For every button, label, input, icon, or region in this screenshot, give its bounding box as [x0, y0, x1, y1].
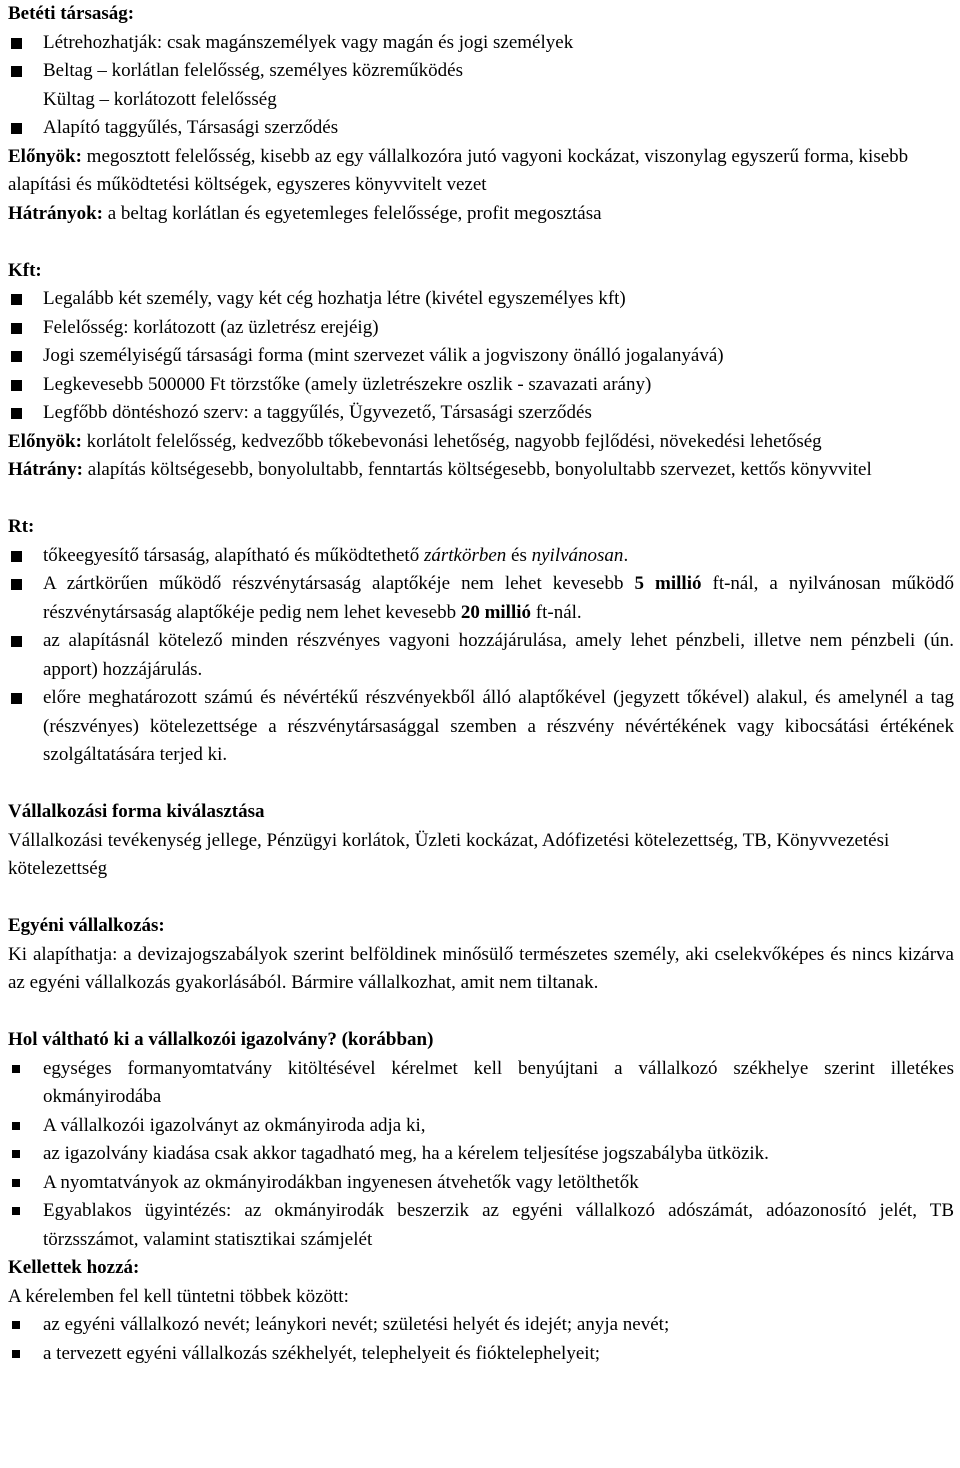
list-item: egységes formanyomtatvány kitöltésével kérelmet kell benyújtani a vállalkozó székhelye szerint illetékes okmányirodába [8, 1055, 954, 1112]
list-item: Beltag – korlátlan felelősség, személyes közreműködés [8, 57, 954, 86]
list-item: Legfőbb döntéshozó szerv: a taggyűlés, Ügyvezető, Társasági szerződés [8, 399, 954, 428]
kft-disadvantages: Hátrány: alapítás költségesebb, bonyolultabb, fenntartás költségesebb, bonyolultabb szervezet, kettős könyvvitel [8, 459, 872, 480]
small-square-bullet-icon [8, 1112, 43, 1141]
small-square-bullet-icon [8, 1340, 43, 1369]
list-item: Jogi személyiségű társasági forma (mint szervezet válik a jogviszony önálló jogalanyává) [8, 342, 954, 371]
square-bullet-icon [8, 570, 43, 627]
square-bullet-icon [8, 627, 43, 684]
vf-text: Vállalkozási tevékenység jellege, Pénzügyi korlátok, Üzleti kockázat, Adófizetési kötelezettség, TB, Könyvvezetési kötelezettség [8, 829, 890, 879]
square-bullet-icon [8, 285, 43, 314]
section-kh [8, 1254, 954, 1368]
square-bullet-icon [8, 371, 43, 400]
small-square-bullet-icon [8, 1311, 43, 1340]
small-square-bullet-icon [8, 1055, 43, 1112]
section-bt [8, 0, 954, 228]
ig-heading: Hol váltható ki a vállalkozói igazolvány? (korábban) [8, 1029, 434, 1050]
section-ig [8, 1026, 954, 1254]
list-item: az alapításnál kötelező minden részvényes vagyoni hozzájárulása, amely lehet pénzbeli, illetve nem pénzbeli (ún. apport) hozzájárulás. [8, 627, 954, 684]
list-item: tőkeegyesítő társaság, alapítható és működtethető zártkörben és nyilvánosan. [8, 542, 954, 571]
kh-intro: A kérelemben fel kell tüntetni többek között: [8, 1285, 349, 1307]
ev-heading: Egyéni vállalkozás: [8, 915, 165, 936]
small-square-bullet-icon [8, 1197, 43, 1254]
square-bullet-icon [8, 57, 43, 86]
square-bullet-icon [8, 542, 43, 571]
list-item: az egyéni vállalkozó nevét; leánykori nevét; születési helyét és idejét; anyja nevét; [8, 1311, 954, 1340]
list-item: előre meghatározott számú és névértékű részvényekből álló alaptőkével (jegyzett tőkével) alakul, és amelynél a tag (részvényes) kötelezettsége a részvénytársasággal szemben a részvény névértékének vagy kibocsátási értékének szolgáltatására terjed ki. [8, 684, 954, 770]
square-bullet-icon [8, 342, 43, 371]
square-bullet-icon [8, 684, 43, 770]
list-item: az igazolvány kiadása csak akkor tagadható meg, ha a kérelem teljesítése jogszabályba ütközik. [8, 1140, 954, 1169]
bt-advantages: Előnyök: megosztott felelősség, kisebb az egy vállalkozóra jutó vagyoni kockázat, viszonylag egyszerű forma, kisebb alapítási és működtetési költségek, egyszeres könyvvitelt vezet [8, 145, 909, 195]
list-item: A vállalkozói igazolványt az okmányiroda adja ki, [8, 1112, 954, 1141]
ev-text: Ki alapíthatja: a devizajogszabályok szerint belföldinek minősülő természetes személy, aki cselekvőképes és nincs kizárva az egyéni vállalkozás gyakorlásából. Bármire vállalkozhat, amit nem tiltanak. [8, 943, 954, 993]
kft-advantages: Előnyök: korlátolt felelősség, kedvezőbb tőkebevonási lehetőség, nagyobb fejlődési, növekedési lehetőség [8, 430, 822, 452]
rt-heading: Rt: [8, 516, 35, 537]
list-item-continuation: Kültag – korlátozott felelősség [43, 88, 277, 110]
bt-disadvantages: Hátrányok: a beltag korlátlan és egyetemleges felelőssége, profit megosztása [8, 202, 602, 224]
section-ev [8, 912, 954, 998]
bt-heading: Betéti társaság: [8, 3, 135, 24]
list-item: Legkevesebb 500000 Ft törzstőke (amely üzletrészekre oszlik - szavazati arány) [8, 371, 954, 400]
list-item: Felelősség: korlátozott (az üzletrész erejéig) [8, 314, 954, 343]
section-vf [8, 798, 954, 884]
square-bullet-icon [8, 314, 43, 343]
square-bullet-icon [8, 114, 43, 143]
kh-heading: Kellettek hozzá: [8, 1257, 140, 1278]
section-rt [8, 513, 954, 770]
list-item: Létrehozhatják: csak magánszemélyek vagy magán és jogi személyek [8, 29, 954, 58]
list-item: A nyomtatványok az okmányirodákban ingyenesen átvehetők vagy letölthetők [8, 1169, 954, 1198]
list-item: Alapító taggyűlés, Társasági szerződés [8, 114, 954, 143]
kft-heading: Kft: [8, 259, 42, 281]
list-item: a tervezett egyéni vállalkozás székhelyét, telephelyeit és fióktelephelyeit; [8, 1340, 954, 1369]
small-square-bullet-icon [8, 1140, 43, 1169]
list-item: Egyablakos ügyintézés: az okmányirodák beszerzik az egyéni vállalkozó adószámát, adóazonosító jelét, TB törzsszámot, valamint statisztikai számjelét [8, 1197, 954, 1254]
square-bullet-icon [8, 29, 43, 58]
list-item: A zártkörűen működő részvénytársaság alaptőkéje nem lehet kevesebb 5 millió ft-nál, a nyilvánosan működő részvénytársaság alaptőkéje pedig nem lehet kevesebb 20 millió ft-nál. [8, 570, 954, 627]
square-bullet-icon [8, 399, 43, 428]
section-kft [8, 257, 954, 485]
small-square-bullet-icon [8, 1169, 43, 1198]
vf-heading: Vállalkozási forma kiválasztása [8, 801, 265, 822]
list-item: Legalább két személy, vagy két cég hozhatja létre (kivétel egyszemélyes kft) [8, 285, 954, 314]
